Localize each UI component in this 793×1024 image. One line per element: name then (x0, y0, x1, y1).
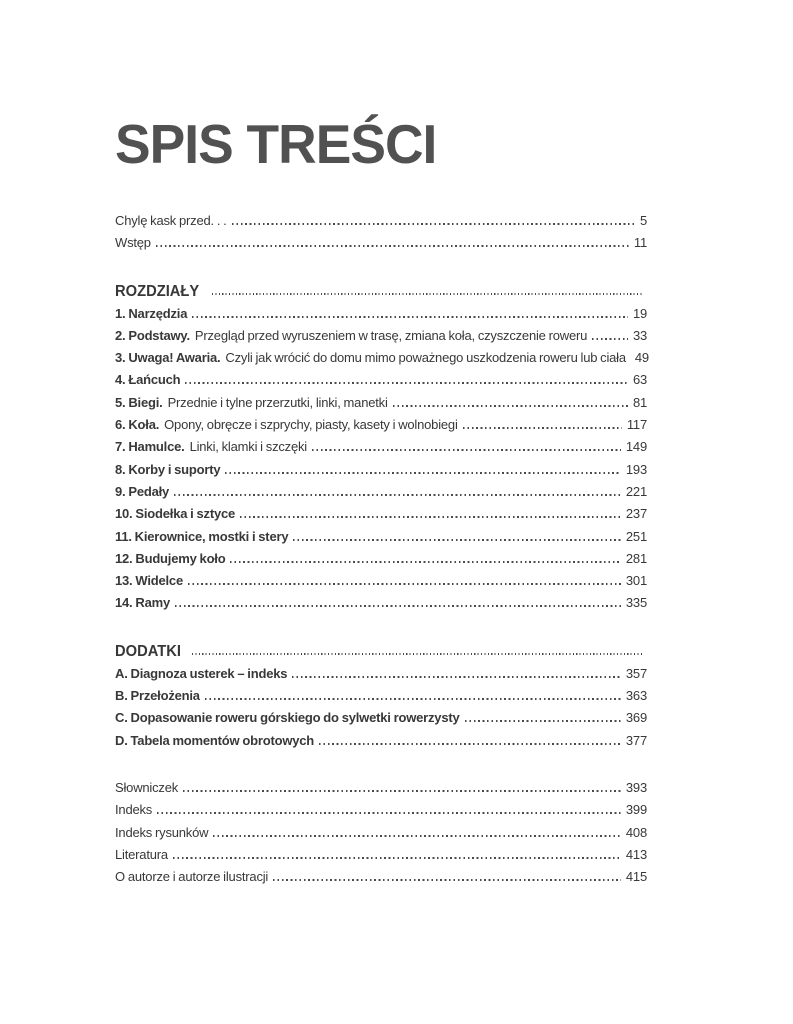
toc-entry-title: 1. Narzędzia (115, 305, 188, 321)
toc-entry (115, 730, 647, 752)
toc-entry (115, 685, 647, 707)
toc-entry-title: 6. Koła. (115, 417, 160, 433)
toc-entry-page: 369 (625, 710, 647, 726)
toc-entry-title: B. Przełożenia (115, 688, 200, 704)
toc-entry-subtitle: Opony, obręcze i szprychy, piasty, kasety i wolnobiegi (164, 417, 458, 433)
toc-entry-title: A. Diagnoza usterek – indeks (115, 665, 288, 681)
toc-entry-page: 281 (625, 550, 647, 566)
toc-entry-page: 363 (625, 688, 647, 704)
section-header-row (115, 280, 647, 303)
toc-entry-page: 11 (633, 235, 647, 251)
toc-entry (115, 777, 647, 799)
toc-entry-title: 7. Hamulce. (115, 439, 185, 455)
toc-entry (115, 347, 647, 369)
section-header-label: DODATKI (115, 642, 181, 660)
toc-entry-page: 63 (632, 372, 647, 388)
toc-entry-page: 377 (625, 732, 647, 748)
toc-entry (115, 481, 647, 503)
section-entries (115, 663, 647, 752)
toc-entry-page: 415 (625, 869, 647, 885)
toc-entry (115, 459, 647, 481)
toc-entry-title: 4. Łańcuch (115, 372, 181, 388)
toc-entry (115, 822, 647, 844)
toc-entry-page: 5 (639, 213, 647, 228)
toc-entry-subtitle: Linki, klamki i szczęki (189, 439, 307, 455)
toc-entry (115, 325, 647, 347)
toc-entry-title: 8. Korby i suporty (115, 461, 221, 477)
toc-entry-page: 237 (625, 506, 647, 522)
toc-entry-title: Indeks rysunków (115, 824, 209, 840)
toc-entry-page: 399 (625, 802, 647, 818)
toc-entry (115, 503, 647, 525)
section-header-label: ROZDZIAŁY (115, 282, 200, 300)
toc-entry-page: 193 (625, 461, 647, 477)
toc-entry (115, 232, 647, 254)
toc-entry-page: 117 (626, 417, 647, 433)
toc-entry-subtitle: Przednie i tylne przerzutki, linki, manetki (167, 394, 388, 410)
toc-entry-page: 81 (632, 394, 647, 410)
toc-entry (115, 548, 647, 570)
toc-content (115, 112, 647, 888)
page-title: SPIS TREŚCI (115, 113, 437, 175)
toc-entry-title: Wstęp (115, 235, 151, 251)
toc-entry-title: D. Tabela momentów obrotowych (115, 732, 315, 748)
toc-entry (115, 707, 647, 729)
toc-entry (115, 303, 647, 325)
toc-entry-page: 221 (625, 483, 647, 499)
toc-entry-page: 251 (625, 528, 647, 544)
toc-entry-title: O autorze i autorze ilustracji (115, 869, 269, 885)
toc-entry-title: 10. Siodełka i sztyce (115, 506, 236, 522)
toc-entry-title: Indeks (115, 802, 153, 818)
toc-entry-title: 12. Budujemy koło (115, 550, 226, 566)
toc-entry (115, 570, 647, 592)
toc-entry-page: 357 (625, 665, 647, 681)
toc-entry-title: C. Dopasowanie roweru górskiego do sylwetki rowerzysty (115, 710, 460, 726)
section-entries (115, 303, 647, 615)
toc-entry-page: 301 (625, 573, 647, 589)
toc-entry (115, 369, 647, 391)
toc-entry-title: 13. Widelce (115, 573, 183, 589)
toc-entry-page: 19 (632, 305, 647, 321)
toc-entry (115, 414, 647, 436)
toc-entry-page: 408 (625, 824, 647, 840)
toc-section (115, 640, 647, 752)
toc-entry-subtitle: Przegląd przed wyruszeniem w trasę, zmiana koła, czyszczenie roweru (194, 327, 588, 343)
toc-entry (115, 210, 647, 232)
toc-entry-title: 3. Uwaga! Awaria. (115, 350, 221, 366)
toc-entry (115, 592, 647, 614)
front-matter-list (115, 210, 647, 255)
toc-entry (115, 799, 647, 821)
toc-entry-title: Literatura (115, 846, 168, 862)
toc-entry-title: 14. Ramy (115, 595, 170, 611)
toc-entry (115, 526, 647, 548)
toc-entry-page: 413 (625, 846, 647, 862)
toc-entry-title: 2. Podstawy. (115, 327, 190, 343)
toc-entry (115, 866, 647, 888)
toc-entry (115, 392, 647, 414)
toc-section (115, 280, 647, 615)
toc-entry-page: 393 (625, 779, 647, 795)
toc-entry (115, 436, 647, 458)
toc-entry-title: Chylę kask przed. . . (115, 213, 227, 228)
back-matter-list (115, 777, 647, 888)
toc-entry-title: Słowniczek (115, 779, 179, 795)
toc-entry (115, 663, 647, 685)
toc-entry-page: 49 (634, 350, 649, 366)
toc-entry-subtitle: Czyli jak wrócić do domu mimo poważnego uszkodzenia roweru lub ciała (225, 350, 626, 366)
toc-entry-title: 11. Kierownice, mostki i stery (115, 528, 289, 544)
toc-entry-title: 9. Pedały (115, 483, 170, 499)
toc-entry (115, 844, 647, 866)
section-header-row (115, 640, 647, 663)
toc-entry-page: 335 (625, 595, 647, 611)
toc-entry-page: 33 (632, 327, 647, 343)
toc-entry-title: 5. Biegi. (115, 394, 163, 410)
toc-entry-page: 149 (625, 439, 647, 455)
chapter-sections (115, 280, 647, 752)
